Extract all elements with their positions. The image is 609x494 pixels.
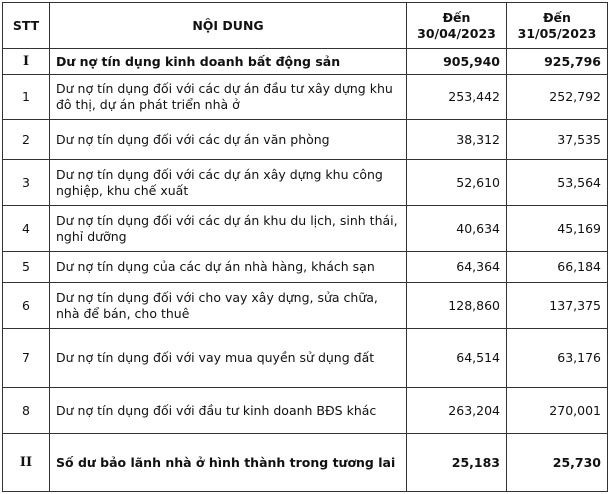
- row-value-period-1: 905,940: [407, 49, 507, 75]
- header-period-2-line2: 31/05/2023: [517, 25, 597, 41]
- row-value-period-2: 925,796: [507, 49, 608, 75]
- row-value-period-1: 253,442: [407, 75, 507, 120]
- table-row-section-ii: [3, 434, 608, 492]
- row-stt: I: [3, 49, 50, 75]
- table-row: [3, 75, 608, 120]
- row-value-period-1: 38,312: [407, 120, 507, 160]
- header-period-2: [507, 3, 608, 49]
- row-stt: 2: [3, 120, 50, 160]
- row-value-period-1: 128,860: [407, 283, 507, 329]
- row-content: Dư nợ tín dụng đối với vay mua quyền sử dụng đất: [50, 329, 407, 388]
- row-content: Dư nợ tín dụng đối với các dự án đầu tư xây dựng khu đô thị, dự án phát triển nhà ở: [50, 75, 407, 120]
- header-period-1: [407, 3, 507, 49]
- row-stt: 4: [3, 206, 50, 252]
- row-stt: 5: [3, 252, 50, 283]
- row-content: Dư nợ tín dụng kinh doanh bất động sản: [50, 49, 407, 75]
- row-value-period-1: 52,610: [407, 160, 507, 206]
- credit-table: [2, 2, 608, 492]
- row-value-period-2: 137,375: [507, 283, 608, 329]
- table-row: [3, 329, 608, 388]
- row-value-period-2: 252,792: [507, 75, 608, 120]
- row-stt: 3: [3, 160, 50, 206]
- row-stt: 7: [3, 329, 50, 388]
- table-row: [3, 283, 608, 329]
- row-value-period-2: 37,535: [507, 120, 608, 160]
- row-value-period-2: 63,176: [507, 329, 608, 388]
- header-period-1-line1: Đến: [442, 9, 471, 25]
- table-row: [3, 206, 608, 252]
- row-value-period-2: 25,730: [507, 434, 608, 492]
- table-row: [3, 252, 608, 283]
- table-row: [3, 120, 608, 160]
- row-stt: II: [3, 434, 50, 492]
- row-content: Số dư bảo lãnh nhà ở hình thành trong tương lai: [50, 434, 407, 492]
- row-content: Dư nợ tín dụng của các dự án nhà hàng, khách sạn: [50, 252, 407, 283]
- row-content: Dư nợ tín dụng đối với các dự án văn phòng: [50, 120, 407, 160]
- header-content: NỘI DUNG: [50, 3, 407, 49]
- row-content: Dư nợ tín dụng đối với các dự án khu du lịch, sinh thái, nghỉ dưỡng: [50, 206, 407, 252]
- table-row-section-i: [3, 49, 608, 75]
- row-content: Dư nợ tín dụng đối với đầu tư kinh doanh BĐS khác: [50, 388, 407, 434]
- header-period-2-line1: Đến: [543, 9, 571, 25]
- row-value-period-2: 66,184: [507, 252, 608, 283]
- header-row: [3, 3, 608, 49]
- row-stt: 8: [3, 388, 50, 434]
- row-value-period-1: 40,634: [407, 206, 507, 252]
- row-content: Dư nợ tín dụng đối với các dự án xây dựng khu công nghiệp, khu chế xuất: [50, 160, 407, 206]
- row-content: Dư nợ tín dụng đối với cho vay xây dựng, sửa chữa, nhà để bán, cho thuê: [50, 283, 407, 329]
- table-row: [3, 160, 608, 206]
- row-stt: 6: [3, 283, 50, 329]
- row-value-period-2: 45,169: [507, 206, 608, 252]
- table-row: [3, 388, 608, 434]
- row-stt: 1: [3, 75, 50, 120]
- row-value-period-2: 270,001: [507, 388, 608, 434]
- header-period-1-line2: 30/04/2023: [417, 25, 496, 41]
- row-value-period-1: 25,183: [407, 434, 507, 492]
- header-stt: STT: [3, 3, 50, 49]
- row-value-period-1: 64,514: [407, 329, 507, 388]
- row-value-period-2: 53,564: [507, 160, 608, 206]
- row-value-period-1: 263,204: [407, 388, 507, 434]
- row-value-period-1: 64,364: [407, 252, 507, 283]
